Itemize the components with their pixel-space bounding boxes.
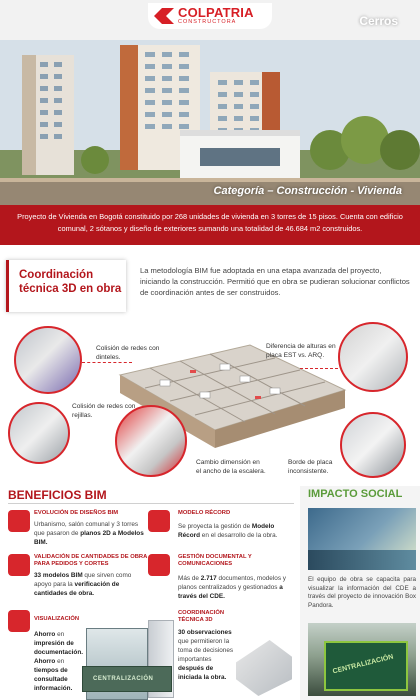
coordination-title-line1: Coordinación [19, 269, 94, 281]
callout-grilles-circle [8, 402, 70, 464]
impact-description: El equipo de obra se capacita para visualizar la información del CDE a través del proyecto de innovación Box Pandora. [308, 576, 416, 609]
label-slab-edge: Borde de placa inconsistente. [288, 459, 333, 475]
benefit-title: VALIDACIÓN DE CANTIDADES DE OBRA PARA PEDIDOS Y CORTES [34, 554, 148, 567]
network-icon [148, 554, 170, 576]
callout-height-circle [338, 322, 408, 392]
benefit-title: GESTIÓN DOCUMENTAL Y COMUNICACIONES [178, 554, 252, 567]
label-collision-grilles: Colisión de redes con rejillas. [72, 403, 136, 419]
benefit-body: Urbanismo, salón comunal y 3 torres que pasaron de planos 2D a Modelos BIM. [34, 521, 144, 546]
benefit-quantity-validation [8, 554, 148, 604]
site-model-illustration [236, 640, 292, 696]
coordination-description: La metodología BIM fue adoptada en una etapa avanzada del proyecto, iniciando la construcción. Permitió que en obra se pudieran solucionar conflictos de coordinación antes de ser construidos. [140, 266, 410, 297]
benefits-title: BENEFICIOS BIM [8, 488, 107, 502]
impact-title: IMPACTO SOCIAL [308, 488, 403, 500]
visualization-icon [8, 610, 30, 632]
project-location: Cerros [359, 14, 398, 28]
callout-slab-edge-circle [340, 412, 406, 478]
crane-icon [148, 510, 170, 532]
benefit-title: MODELO RÉCORD [178, 510, 231, 516]
benefit-document-management [148, 554, 294, 606]
label-dimension-change: Cambio dimensión en el ancho de la escalera. [196, 459, 266, 475]
quantity-validation-icon [8, 554, 30, 576]
benefit-title: EVOLUCIÓN DE DISEÑOS BIM [34, 510, 119, 516]
label-height-difference: Diferencia de alturas en placa EST vs. ARQ. [266, 343, 336, 359]
coordination-title-card [6, 260, 126, 312]
coordination-section [0, 260, 420, 318]
bottom-section [0, 486, 420, 700]
benefit-body: Más de 2.717 documentos, modelos y planos centralizados y gestionados a través del CDE. [178, 575, 287, 600]
logo-sub: CONSTRUCTORA [178, 19, 237, 26]
impact-social-panel [300, 486, 420, 700]
benefit-title: COORDINACIÓN TÉCNICA 3D [178, 610, 225, 623]
training-photo-lower [308, 550, 416, 570]
benefit-body: 30 observaciones que permitieron la toma de decisiones importantes después de iniciada la obra. [178, 629, 234, 681]
benefit-body: 33 modelos BIM que sirven como apoyo para la verificación de cantidades de obra. [34, 572, 132, 597]
benefit-body: Ahorro en impresión de documentación. Ahorro en tiempos de consultade información. [34, 631, 84, 692]
building-render-illustration [0, 0, 420, 205]
bim-model-diagram [0, 320, 420, 483]
training-photo [308, 508, 416, 550]
benefit-title: VISUALIZACIÓN [34, 616, 80, 622]
box-pandora-screen: CENTRALIZACIÓN [324, 641, 408, 691]
coordination-title-line2: técnica 3D en obra [19, 283, 122, 295]
category-caption: Categoría – Construcción - Vivienda [213, 185, 402, 197]
centralization-kiosk: CENTRALIZACIÓN [82, 666, 172, 692]
logo-name: COLPATRIA [178, 5, 254, 21]
benefit-body: Se proyecta la gestión de Modelo Récord en el desarrollo de la obra. [178, 523, 278, 539]
project-summary: Proyecto de Vivienda en Bogotá constituido por 268 unidades de vivienda en 3 torres de 15 pisos. Cuenta con edificio comunal, 2 sótanos y diseño de exteriores sumando una totalidad de 46.684 m2 construidos. [0, 205, 420, 245]
callout-stair-circle [115, 405, 187, 477]
callout-lintels-circle [14, 326, 82, 394]
benefit-design-evolution [8, 510, 148, 550]
benefit-record-model [148, 510, 294, 550]
design-evolution-icon [8, 510, 30, 532]
hero-banner [0, 0, 420, 205]
label-collision-lintels: Colisión de redes con dinteles. [96, 345, 160, 361]
